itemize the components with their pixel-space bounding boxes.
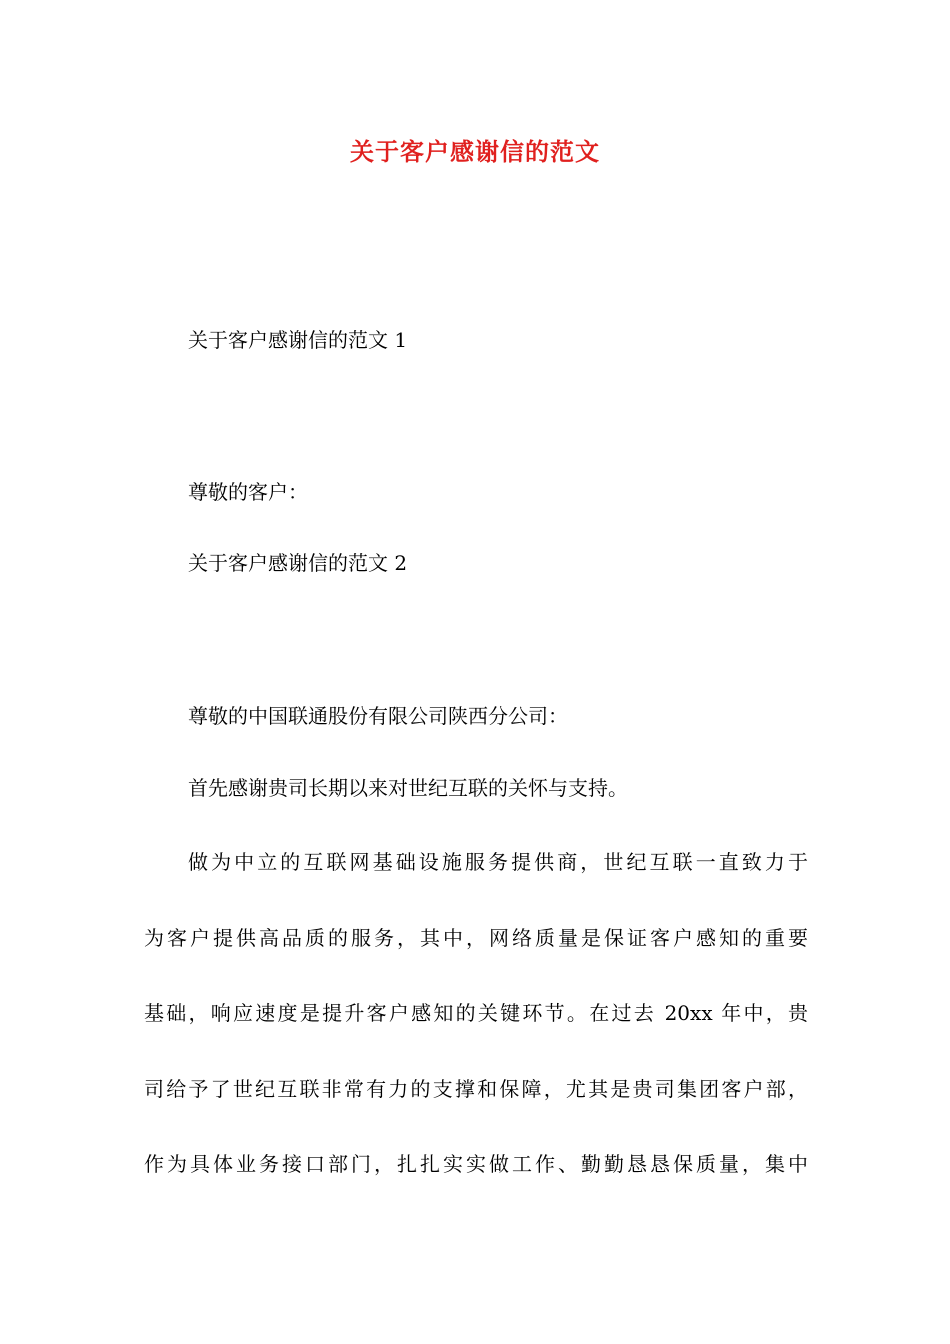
section-heading-1: 关于客户感谢信的范文 1 <box>188 328 408 352</box>
paragraph-line: 首先感谢贵司长期以来对世纪互联的关怀与支持。 <box>188 776 628 800</box>
salutation-2: 尊敬的中国联通股份有限公司陕西分公司： <box>188 704 568 728</box>
paragraph-line: 做为中立的互联网基础设施服务提供商，世纪互联一直致力于 <box>188 850 808 874</box>
paragraph-line: 司给予了世纪互联非常有力的支撑和保障，尤其是贵司集团客户部， <box>144 1077 808 1101</box>
document-title: 关于客户感谢信的范文 <box>350 137 600 166</box>
paragraph-line: 作为具体业务接口部门，扎扎实实做工作、勤勤恳恳保质量，集中 <box>144 1152 808 1176</box>
section-heading-2: 关于客户感谢信的范文 2 <box>188 551 408 575</box>
salutation-1: 尊敬的客户： <box>188 480 308 504</box>
paragraph-line: 为客户提供高品质的服务，其中，网络质量是保证客户感知的重要 <box>144 926 808 950</box>
paragraph-line: 基础，响应速度是提升客户感知的关键环节。在过去 20xx 年中，贵 <box>144 1001 808 1025</box>
